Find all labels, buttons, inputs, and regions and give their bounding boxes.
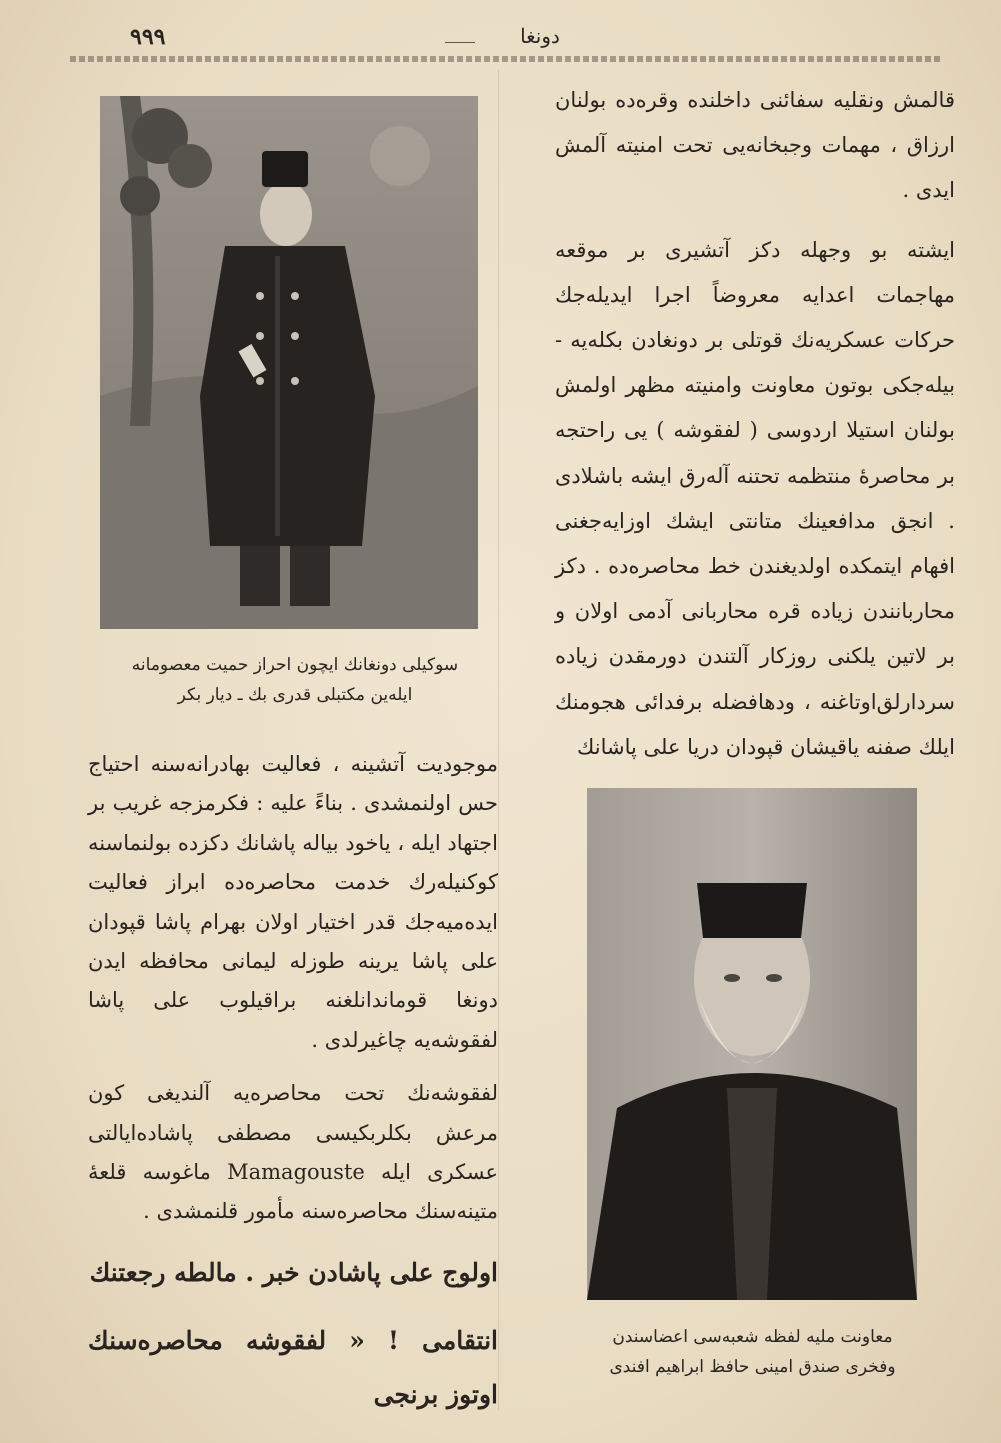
page-number: ٩٩٩ xyxy=(130,24,166,50)
right-paragraph-2: ایشته بو وجهله دکز آتشیری بر موقعه مهاجمات اعدایه معروضاً اجرا ایدیله‌جك حرکات عسکریه‌نك قوتلی بر دونغادن بکله‌یه ‐ بیله‌جکی بوتون معاونت وامنیته مظهر اولمش بولنان استیلا اردوسی ( لفقوشه ) یی راحتجه بر محاصرهٔ منتظمه تحتنه آله‌رق ایشه باشلادی . انجق مدافعینك متانتی ایشك اوزایه‌جغنی افهام ایتمکده اولدیغندن خط محاصره‌ده . دکز محاربانندن زیاده قره محاربانی آدمی اولان و بر لاتین یلکنی روزکار آلتندن دورمقدن زیاده سردارلق‌اوتاغنه ، ودهافضله برفدائی هجومنك ایلك صفنه یاقیشان قپودان دریا علی پاشانك xyxy=(555,237,955,759)
page-header xyxy=(60,20,940,60)
right-paragraph-1: قالمش ونقلیه سفائنی داخلنده وقره‌ده بولنان ارزاق ، مهمات وجبخانه‌یی تحت امنیته آلمش ایدی . xyxy=(555,88,955,203)
photo-schoolboy xyxy=(100,96,478,629)
column-gutter xyxy=(498,70,499,1410)
caption-right-photo xyxy=(575,1322,930,1382)
section-heading-line: اولوج علی پاشادن خبر . مالطه رجعتنك xyxy=(89,1257,498,1287)
header-rule xyxy=(70,56,940,62)
left-text-column xyxy=(88,745,498,1436)
caption-left-line2: ایله‌ین مکتبلی قدری بك ـ دیار بکر xyxy=(177,685,413,705)
right-text-column xyxy=(555,78,955,784)
left-paragraph-2: لفقوشه‌نك تحت محاصره‌یه آلندیغی کون مرعش بکلربکیسی مصطفی پاشاده‌ایالتی عسکری ایله Mamagouste ماغوسه قلعهٔ متینه‌سنك محاصره‌سنه مأمور قلنمشدی . xyxy=(88,1081,498,1224)
photo-elderly-man xyxy=(587,788,917,1300)
caption-left-line1: سوکیلی دونغانك ایچون احراز حمیت معصومانه xyxy=(131,655,459,675)
caption-left-photo xyxy=(100,650,490,710)
photo-schoolboy-image xyxy=(100,96,478,629)
left-paragraph-1: موجودیت آتشینه ، فعالیت بهادرانه‌سنه احتیاج حس اولنمشدی . بناءً علیه : فکرمزجه غریب بر اجتهاد ایله ، یاخود بیاله پاشانك دکزده بولنماسنه کوکنیله‌رك خدمت محاصره‌ده ابراز فعالیت ایده‌میه‌جك قدر اختیار اولان بهرام پاشا قپودان علی پاشا یرینه طوزله لیمانی محافظه ایدن دونغا قوماندانلغنه براقیلوب علی پاشا لفقوشه‌یه چاغیرلدی . xyxy=(88,752,498,1052)
caption-right-line2: وفخری صندق امینی حافظ ابراهیم افندی xyxy=(609,1357,896,1377)
header-dash xyxy=(445,42,475,43)
closing-line: انتقامی ! « لفقوشه محاصره‌سنك اوتوز برنجی xyxy=(88,1325,498,1409)
running-title: دونغا xyxy=(520,24,560,48)
photo-elderly-man-image xyxy=(587,788,917,1300)
caption-right-line1: معاونت ملیه لفظه شعبه‌سی اعضاسندن xyxy=(612,1327,893,1347)
